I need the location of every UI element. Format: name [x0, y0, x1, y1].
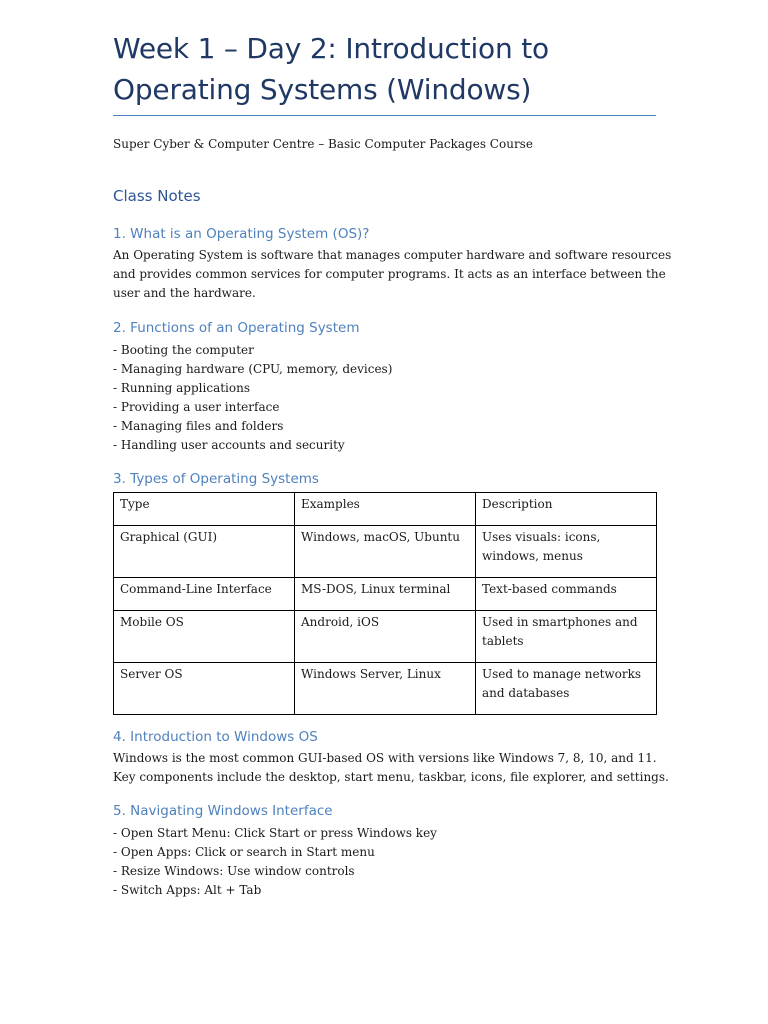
table-cell: Windows Server, Linux: [295, 663, 476, 715]
section-paragraph-what-is-os: [113, 246, 672, 304]
table-header-cell: Examples: [295, 493, 476, 526]
title-line: Operating Systems (Windows): [113, 73, 532, 106]
list-item: - Open Start Menu: Click Start or press Windows key: [113, 826, 437, 840]
list-item: - Running applications: [113, 381, 250, 395]
table-cell: Windows, macOS, Ubuntu: [295, 526, 476, 578]
section-heading-what-is-os: 1. What is an Operating System (OS)?: [113, 226, 370, 242]
table-cell: Used in smartphones and tablets: [476, 611, 657, 663]
list-item: - Switch Apps: Alt + Tab: [113, 883, 262, 897]
list-item: - Handling user accounts and security: [113, 438, 345, 452]
table-cell: Server OS: [114, 663, 295, 715]
table-cell: MS-DOS, Linux terminal: [295, 578, 476, 611]
table-cell: Command-Line Interface: [114, 578, 295, 611]
table-header-cell: Description: [476, 493, 657, 526]
table-cell: Uses visuals: icons, windows, menus: [476, 526, 657, 578]
class-notes-heading: Class Notes: [113, 187, 201, 205]
table-cell: Mobile OS: [114, 611, 295, 663]
list-item: - Managing files and folders: [113, 419, 284, 433]
functions-list: [113, 341, 392, 455]
navigation-list: [113, 824, 437, 900]
title-underline: [113, 115, 656, 116]
section-heading-functions: 2. Functions of an Operating System: [113, 320, 360, 336]
table-row: [114, 526, 657, 578]
document-subtitle: Super Cyber & Computer Centre – Basic Computer Packages Course: [113, 137, 533, 151]
table-header-row: [114, 493, 657, 526]
section-paragraph-windows-intro: [113, 749, 669, 787]
table-row: [114, 663, 657, 715]
table-header-cell: Type: [114, 493, 295, 526]
section-heading-types: 3. Types of Operating Systems: [113, 471, 319, 487]
table-cell: Graphical (GUI): [114, 526, 295, 578]
paragraph-line: and provides common services for computer programs. It acts as an interface between the: [113, 267, 666, 282]
paragraph-line: Key components include the desktop, start menu, taskbar, icons, file explorer, and settings.: [113, 770, 669, 785]
list-item: - Open Apps: Click or search in Start menu: [113, 845, 375, 859]
paragraph-line: user and the hardware.: [113, 286, 256, 301]
title-line: Week 1 – Day 2: Introduction to: [113, 32, 549, 65]
list-item: - Providing a user interface: [113, 400, 280, 414]
section-heading-navigating: 5. Navigating Windows Interface: [113, 803, 333, 819]
os-types-table: [113, 492, 657, 715]
table-row: [114, 578, 657, 611]
paragraph-line: Windows is the most common GUI-based OS with versions like Windows 7, 8, 10, and 11.: [113, 751, 657, 765]
section-heading-windows-intro: 4. Introduction to Windows OS: [113, 729, 318, 745]
list-item: - Managing hardware (CPU, memory, devices): [113, 362, 393, 376]
table-cell: Text-based commands: [476, 578, 657, 611]
list-item: - Booting the computer: [113, 343, 254, 357]
paragraph-line: An Operating System is software that manages computer hardware and software resources: [113, 248, 672, 262]
table-row: [114, 611, 657, 663]
table-cell: Used to manage networks and databases: [476, 663, 657, 715]
list-item: - Resize Windows: Use window controls: [113, 864, 355, 878]
page-title: [113, 28, 656, 110]
table-cell: Android, iOS: [295, 611, 476, 663]
